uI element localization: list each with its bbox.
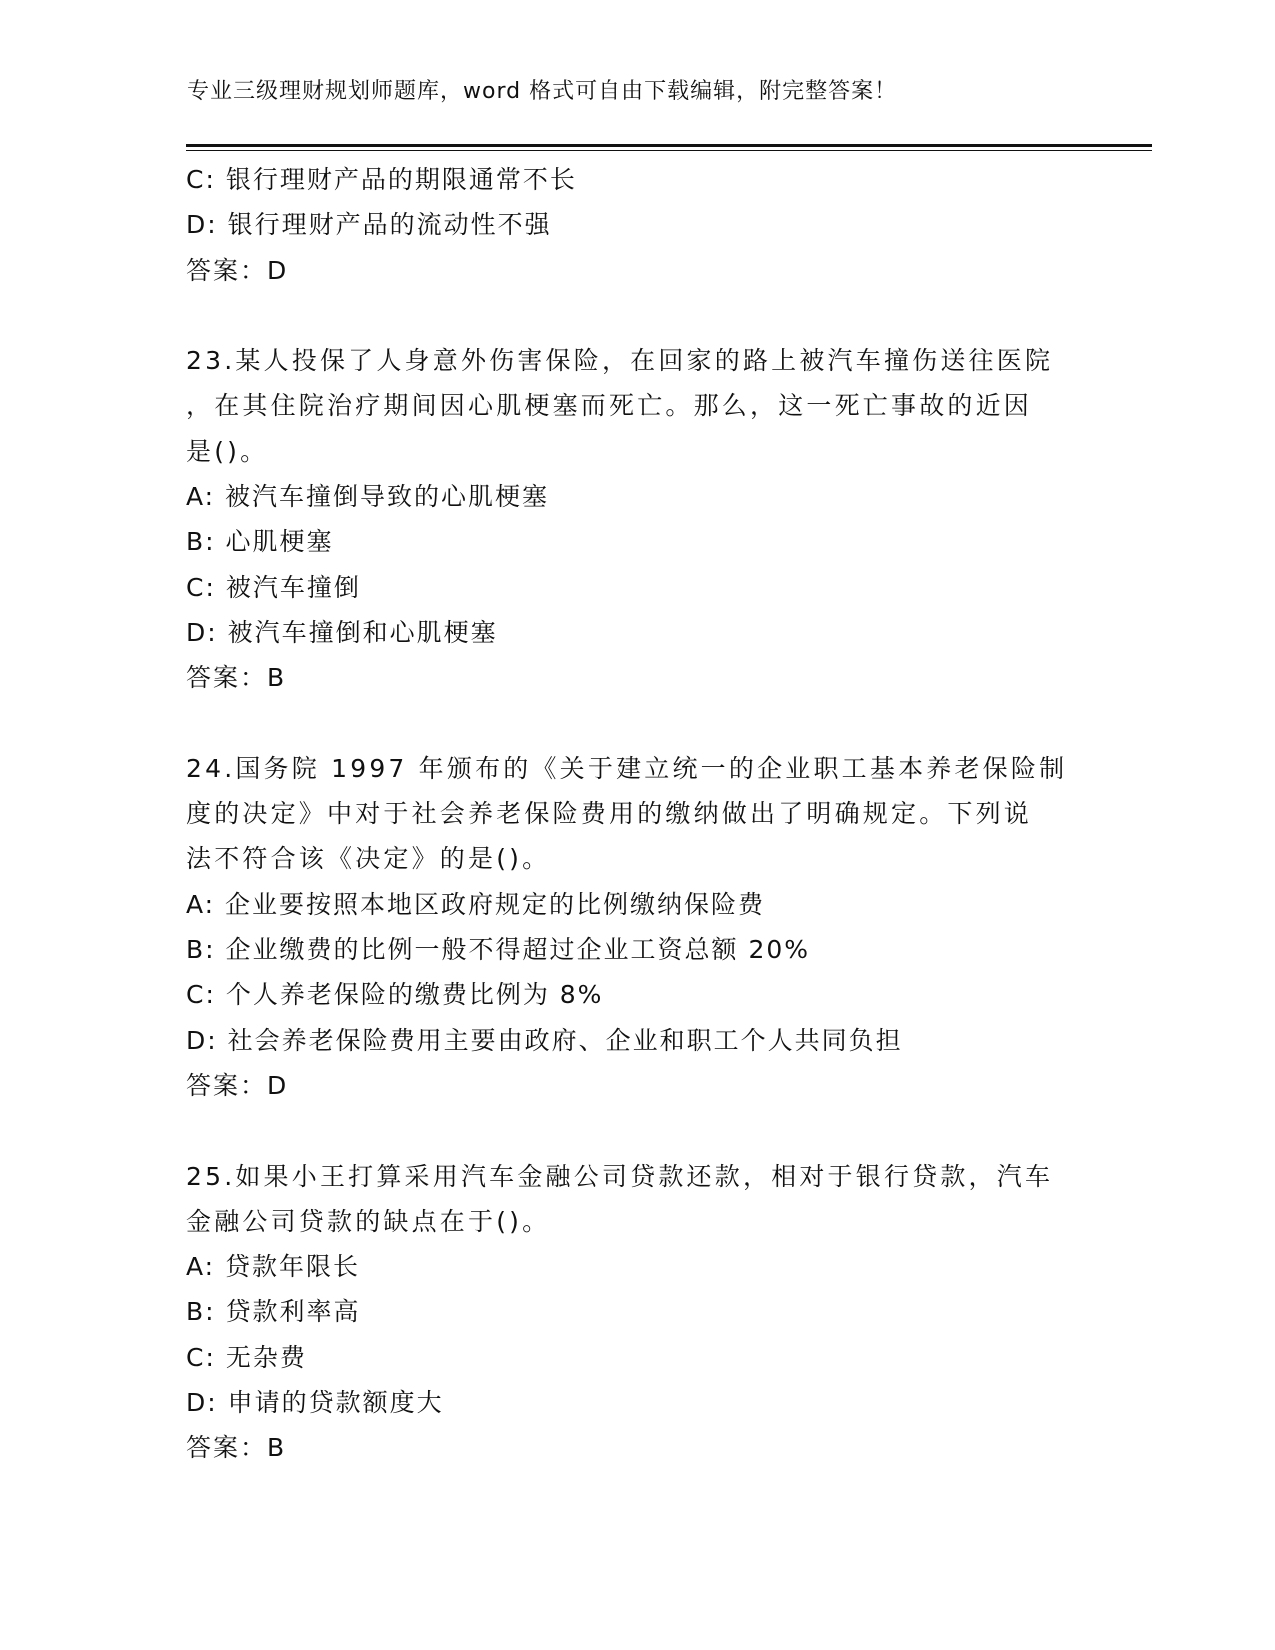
header-divider-thin <box>186 150 1152 151</box>
answer-line: 答案：D <box>186 255 289 285</box>
answer-line: 答案：D <box>186 1070 289 1100</box>
option-a: A: 企业要按照本地区政府规定的比例缴纳保险费 <box>186 889 766 919</box>
option-a: A: 被汽车撞倒导致的心肌梗塞 <box>186 482 550 512</box>
option-b: B: 企业缴费的比例一般不得超过企业工资总额 20% <box>186 935 811 965</box>
stem-line: 金融公司贷款的缺点在于()。 <box>186 1206 551 1236</box>
question-24 <box>186 746 1086 1108</box>
option-d: D: 被汽车撞倒和心肌梗塞 <box>186 617 498 647</box>
option-b: B: 心肌梗塞 <box>186 527 334 557</box>
page-header: 专业三级理财规划师题库，word 格式可自由下载编辑，附完整答案！ <box>187 79 898 104</box>
option-c: C: 无杂费 <box>186 1342 307 1372</box>
option-c: C: 银行理财产品的期限通常不长 <box>186 165 577 194</box>
question-23 <box>186 338 1086 700</box>
stem-line: ，在其住院治疗期间因心肌梗塞而死亡。那么，这一死亡事故的近因 <box>186 391 1033 421</box>
stem-line: 是()。 <box>186 436 269 466</box>
question-22 <box>186 157 1086 293</box>
question-list <box>186 157 1086 1471</box>
question-25 <box>186 1154 1086 1471</box>
spacer <box>186 1108 1086 1153</box>
option-c: C: 被汽车撞倒 <box>186 572 361 602</box>
question-stem <box>186 338 1086 474</box>
stem-line: 度的决定》中对于社会养老保险费用的缴纳做出了明确规定。下列说 <box>186 799 1033 829</box>
option-d: D: 申请的贷款额度大 <box>186 1388 444 1418</box>
spacer <box>186 293 1086 338</box>
option-b: B: 贷款利率高 <box>186 1297 361 1327</box>
answer-line: 答案：B <box>186 663 287 693</box>
question-stem <box>186 746 1086 882</box>
header-divider-thick <box>186 144 1152 147</box>
stem-line: 法不符合该《决定》的是()。 <box>186 844 551 874</box>
stem-line: 25.如果小王打算采用汽车金融公司贷款还款，相对于银行贷款，汽车 <box>186 1161 1054 1191</box>
answer-line: 答案：B <box>186 1433 287 1463</box>
question-stem <box>186 1154 1086 1245</box>
option-a: A: 贷款年限长 <box>186 1252 361 1282</box>
option-d: D: 银行理财产品的流动性不强 <box>186 210 552 240</box>
option-d: D: 社会养老保险费用主要由政府、企业和职工个人共同负担 <box>186 1025 903 1055</box>
stem-line: 23.某人投保了人身意外伤害保险，在回家的路上被汽车撞伤送往医院 <box>186 346 1054 376</box>
option-c: C: 个人养老保险的缴费比例为 8% <box>186 980 604 1010</box>
stem-line: 24.国务院 1997 年颁布的《关于建立统一的企业职工基本养老保险制 <box>186 753 1068 783</box>
spacer <box>186 701 1086 746</box>
